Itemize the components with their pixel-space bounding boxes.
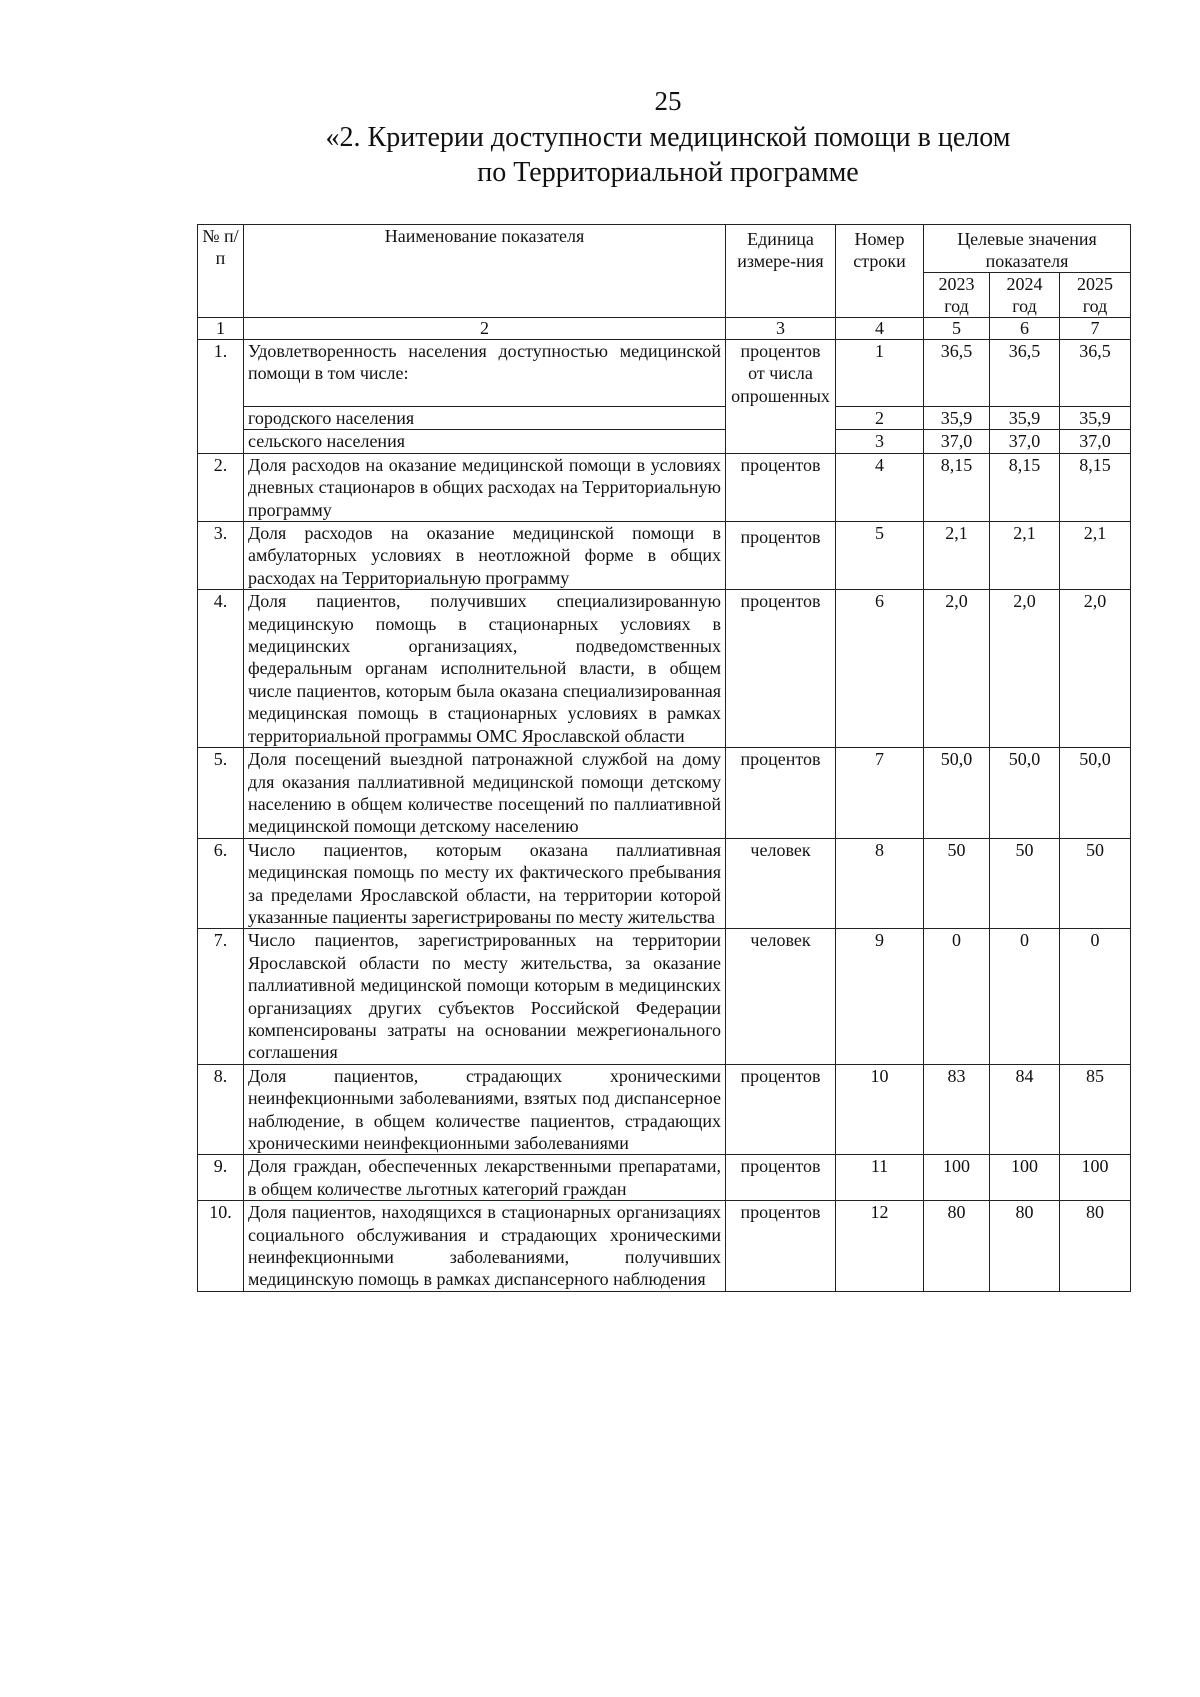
row-number: 11 — [836, 1155, 924, 1201]
section-title — [300, 120, 1036, 190]
indicator-name: Удовлетворенность населения доступностью медицинской помощи в том числе: — [244, 340, 726, 407]
value-2024: 84 — [990, 1064, 1060, 1155]
header-row-number: Номер строки — [836, 225, 924, 318]
value-2023: 35,9 — [924, 407, 990, 430]
row-number: 9 — [836, 929, 924, 1064]
value-2025: 80 — [1060, 1201, 1131, 1292]
indicator-unit: процентов от числа опрошенных — [726, 340, 836, 454]
section-title-line-2: по Территориальной программе — [477, 157, 859, 188]
indicator-subname: городского населения — [244, 407, 726, 430]
value-2025: 50,0 — [1060, 748, 1131, 839]
row-index: 6. — [198, 838, 244, 929]
table-row — [198, 748, 1131, 839]
table-row — [198, 453, 1131, 521]
row-number: 1 — [836, 340, 924, 407]
row-index: 4. — [198, 590, 244, 748]
row-number: 6 — [836, 590, 924, 748]
value-2023: 2,1 — [924, 522, 990, 590]
indicator-name: Доля граждан, обеспеченных лекарственными препаратами, в общем количестве льготных категорий граждан — [244, 1155, 726, 1201]
row-index: 2. — [198, 453, 244, 521]
value-2024: 2,1 — [990, 522, 1060, 590]
indicator-unit: процентов — [726, 1064, 836, 1155]
value-2025: 37,0 — [1060, 430, 1131, 453]
section-title-line-1: «2. Критерии доступности медицинской помощи в целом — [325, 122, 1011, 153]
table-row — [198, 1155, 1131, 1201]
row-index: 3. — [198, 522, 244, 590]
value-2023: 50,0 — [924, 748, 990, 839]
table-subrow — [198, 430, 1131, 453]
indicator-unit: процентов — [726, 1201, 836, 1292]
table-row — [198, 1201, 1131, 1292]
table-subrow — [198, 407, 1131, 430]
indicator-name: Доля пациентов, находящихся в стационарных организациях социального обслуживания и страдающих хроническими неинфекционными заболеваниями, получивших медицинскую помощь в рамках диспансерного наблюдения — [244, 1201, 726, 1292]
value-2025: 36,5 — [1060, 340, 1131, 407]
row-index: 8. — [198, 1064, 244, 1155]
row-index: 10. — [198, 1201, 244, 1292]
indicator-unit: процентов — [726, 590, 836, 748]
value-2024: 0 — [990, 929, 1060, 1064]
row-index: 9. — [198, 1155, 244, 1201]
value-2024: 37,0 — [990, 430, 1060, 453]
indicator-unit: процентов — [726, 522, 836, 590]
value-2025: 8,15 — [1060, 453, 1131, 521]
value-2025: 85 — [1060, 1064, 1131, 1155]
row-index: 1. — [198, 340, 244, 454]
value-2023: 2,0 — [924, 590, 990, 748]
row-number: 2 — [836, 407, 924, 430]
column-number: 5 — [924, 318, 990, 340]
column-number: 6 — [990, 318, 1060, 340]
value-2025: 0 — [1060, 929, 1131, 1064]
indicator-name: Доля пациентов, страдающих хроническими неинфекционными заболеваниями, взятых под диспансерное наблюдение, в общем количестве пациентов, страдающих хроническими неинфекционными заболеваниями — [244, 1064, 726, 1155]
row-number: 4 — [836, 453, 924, 521]
header-year-2024: 2024 год — [990, 273, 1060, 318]
table-row — [198, 1064, 1131, 1155]
value-2025: 50 — [1060, 838, 1131, 929]
row-number: 3 — [836, 430, 924, 453]
column-number: 7 — [1060, 318, 1131, 340]
indicator-unit: человек — [726, 838, 836, 929]
indicator-unit: процентов — [726, 453, 836, 521]
indicator-name: Число пациентов, зарегистрированных на территории Ярославской области по месту жительства, за оказание паллиативной медицинской помощи которым в медицинских организациях других субъектов Российской Федерации компенсированы затраты на основании межрегионального соглашения — [244, 929, 726, 1064]
value-2023: 100 — [924, 1155, 990, 1201]
row-number: 8 — [836, 838, 924, 929]
row-number: 5 — [836, 522, 924, 590]
indicator-name: Доля пациентов, получивших специализированную медицинскую помощь в стационарных условиях в медицинских организациях, подведомственных федеральным органам исполнительной власти, в общем числе пациентов, которым была оказана специализированная медицинская помощь в стационарных условиях в рамках территориальной программы ОМС Ярославской области — [244, 590, 726, 748]
column-numbers-row — [198, 318, 1131, 340]
value-2023: 80 — [924, 1201, 990, 1292]
indicator-name: Доля посещений выездной патронажной службой на дому для оказания паллиативной медицинской помощи детскому населению в общем количестве посещений по паллиативной медицинской помощи детскому населению — [244, 748, 726, 839]
indicator-subname: сельского населения — [244, 430, 726, 453]
value-2023: 8,15 — [924, 453, 990, 521]
value-2023: 36,5 — [924, 340, 990, 407]
indicator-unit: процентов — [726, 1155, 836, 1201]
header-year-2025: 2025 год — [1060, 273, 1131, 318]
value-2023: 37,0 — [924, 430, 990, 453]
value-2024: 36,5 — [990, 340, 1060, 407]
value-2025: 100 — [1060, 1155, 1131, 1201]
column-number: 4 — [836, 318, 924, 340]
row-number: 10 — [836, 1064, 924, 1155]
value-2024: 35,9 — [990, 407, 1060, 430]
column-number: 1 — [198, 318, 244, 340]
header-year-2023: 2023 год — [924, 273, 990, 318]
table-row — [198, 522, 1131, 590]
indicator-unit: человек — [726, 929, 836, 1064]
value-2023: 0 — [924, 929, 990, 1064]
header-target-values: Целевые значения показателя — [924, 225, 1131, 273]
value-2024: 50,0 — [990, 748, 1060, 839]
header-unit: Единица измере-ния — [726, 225, 836, 318]
table-row — [198, 838, 1131, 929]
value-2023: 83 — [924, 1064, 990, 1155]
criteria-table — [197, 224, 1131, 1292]
value-2023: 50 — [924, 838, 990, 929]
value-2024: 100 — [990, 1155, 1060, 1201]
value-2024: 50 — [990, 838, 1060, 929]
value-2025: 2,1 — [1060, 522, 1131, 590]
row-index: 7. — [198, 929, 244, 1064]
table-row — [198, 929, 1131, 1064]
table-row — [198, 340, 1131, 407]
indicator-name: Доля расходов на оказание медицинской помощи в амбулаторных условиях в неотложной форме в общих расходах на Территориальную программу — [244, 522, 726, 590]
value-2025: 35,9 — [1060, 407, 1131, 430]
table-row — [198, 590, 1131, 748]
header-num: № п/п — [198, 225, 244, 318]
value-2025: 2,0 — [1060, 590, 1131, 748]
value-2024: 80 — [990, 1201, 1060, 1292]
page-number: 25 — [654, 86, 682, 116]
indicator-unit: процентов — [726, 748, 836, 839]
column-number: 2 — [244, 318, 726, 340]
value-2024: 2,0 — [990, 590, 1060, 748]
table-header-row — [198, 225, 1131, 273]
row-index: 5. — [198, 748, 244, 839]
row-number: 12 — [836, 1201, 924, 1292]
row-number: 7 — [836, 748, 924, 839]
header-name: Наименование показателя — [244, 225, 726, 318]
indicator-name: Доля расходов на оказание медицинской помощи в условиях дневных стационаров в общих расходах на Территориальную программу — [244, 453, 726, 521]
column-number: 3 — [726, 318, 836, 340]
indicator-name: Число пациентов, которым оказана паллиативная медицинская помощь по месту их фактического пребывания за пределами Ярославской области, на территории которой указанные пациенты зарегистрированы по месту жительства — [244, 838, 726, 929]
value-2024: 8,15 — [990, 453, 1060, 521]
